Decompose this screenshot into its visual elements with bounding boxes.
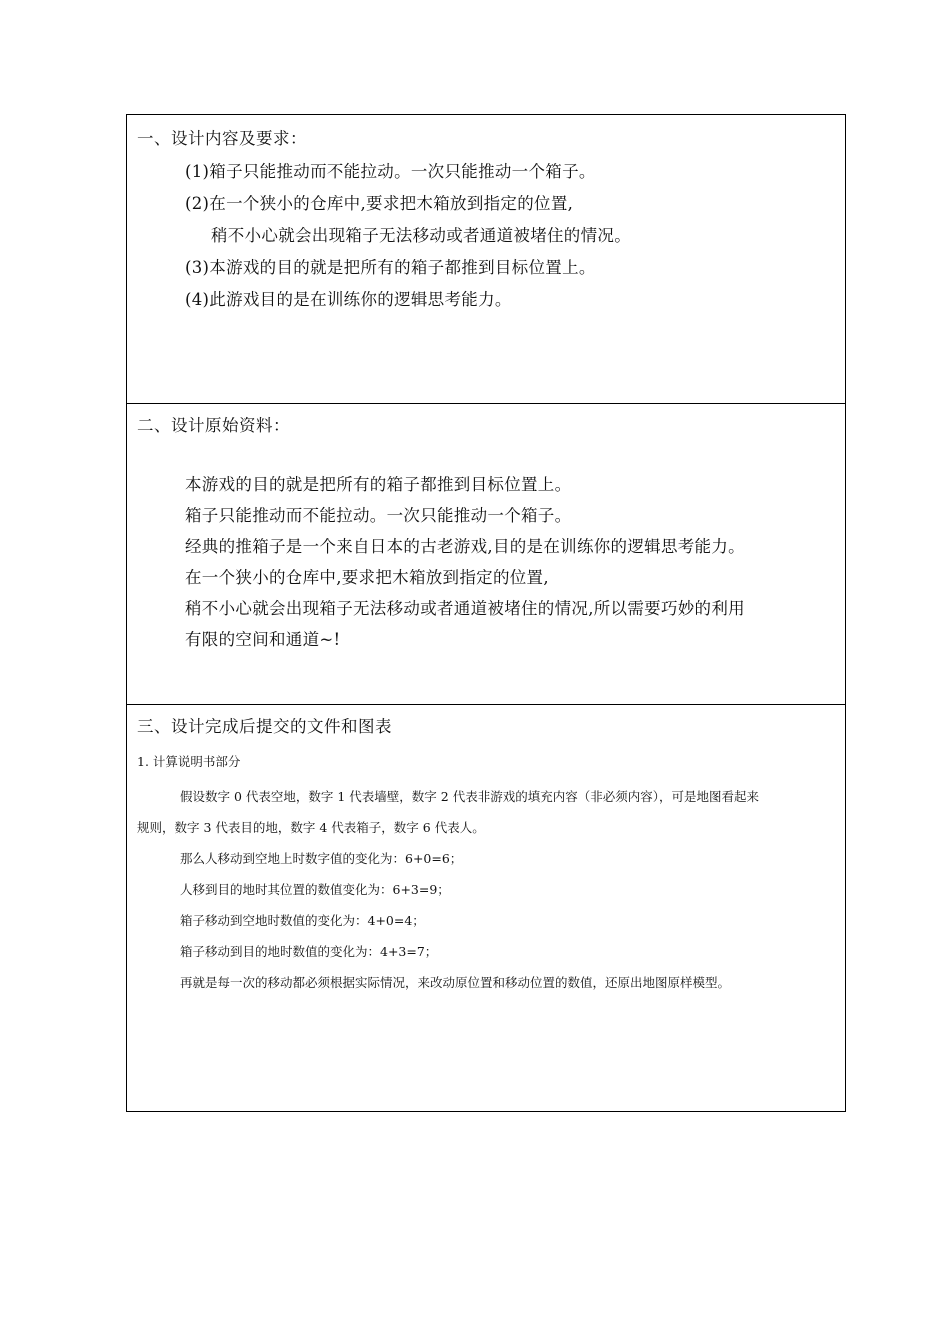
materials-text — [185, 469, 745, 655]
text-line: 经典的推箱子是一个来自日本的古老游戏,目的是在训练你的逻辑思考能力。 — [185, 537, 745, 556]
text-line: 有限的空间和通道~! — [185, 630, 341, 649]
text-line: 假设数字 0 代表空地，数字 1 代表墙壁，数字 2 代表非游戏的填充内容（非必须内容），可是地图看起来 — [180, 789, 759, 804]
list-item: (4)此游戏目的是在训练你的逻辑思考能力。 — [185, 290, 512, 309]
text-line: 人移到目的地时其位置的数值变化为：6+3=9； — [180, 882, 450, 897]
text-line: 那么人移动到空地上时数字值的变化为：6+0=6； — [180, 851, 463, 866]
calculation-text — [137, 781, 837, 998]
text-line: 本游戏的目的就是把所有的箱子都推到目标位置上。 — [185, 475, 572, 494]
subsection-heading: 1. 计算说明书部分 — [137, 754, 241, 769]
section-deliverables — [127, 705, 845, 1111]
text-line: 箱子只能推动而不能拉动。一次只能推动一个箱子。 — [185, 506, 572, 525]
requirements-list — [185, 156, 631, 316]
text-line: 规则，数字 3 代表目的地，数字 4 代表箱子，数字 6 代表人。 — [137, 820, 485, 835]
section-original-materials — [127, 404, 845, 705]
section-title: 一、设计内容及要求： — [137, 129, 307, 148]
list-item: (1)箱子只能推动而不能拉动。一次只能推动一个箱子。 — [185, 162, 596, 181]
list-item: 稍不小心就会出现箱子无法移动或者通道被堵住的情况。 — [211, 226, 631, 245]
list-item: (2)在一个狭小的仓库中,要求把木箱放到指定的位置, — [185, 194, 574, 213]
text-line: 箱子移动到空地时数值的变化为：4+0=4； — [180, 913, 425, 928]
list-item: (3)本游戏的目的就是把所有的箱子都推到目标位置上。 — [185, 258, 596, 277]
text-line: 箱子移动到目的地时数值的变化为：4+3=7； — [180, 944, 438, 959]
section-design-requirements — [127, 115, 845, 404]
text-line: 再就是每一次的移动都必须根据实际情况，来改动原位置和移动位置的数值，还原出地图原样模型。 — [180, 975, 731, 990]
document-table — [126, 114, 846, 1112]
text-line: 稍不小心就会出现箱子无法移动或者通道被堵住的情况,所以需要巧妙的利用 — [185, 599, 745, 618]
section-title: 二、设计原始资料： — [137, 416, 290, 435]
section-title: 三、设计完成后提交的文件和图表 — [137, 717, 392, 736]
text-line: 在一个狭小的仓库中,要求把木箱放到指定的位置, — [185, 568, 549, 587]
